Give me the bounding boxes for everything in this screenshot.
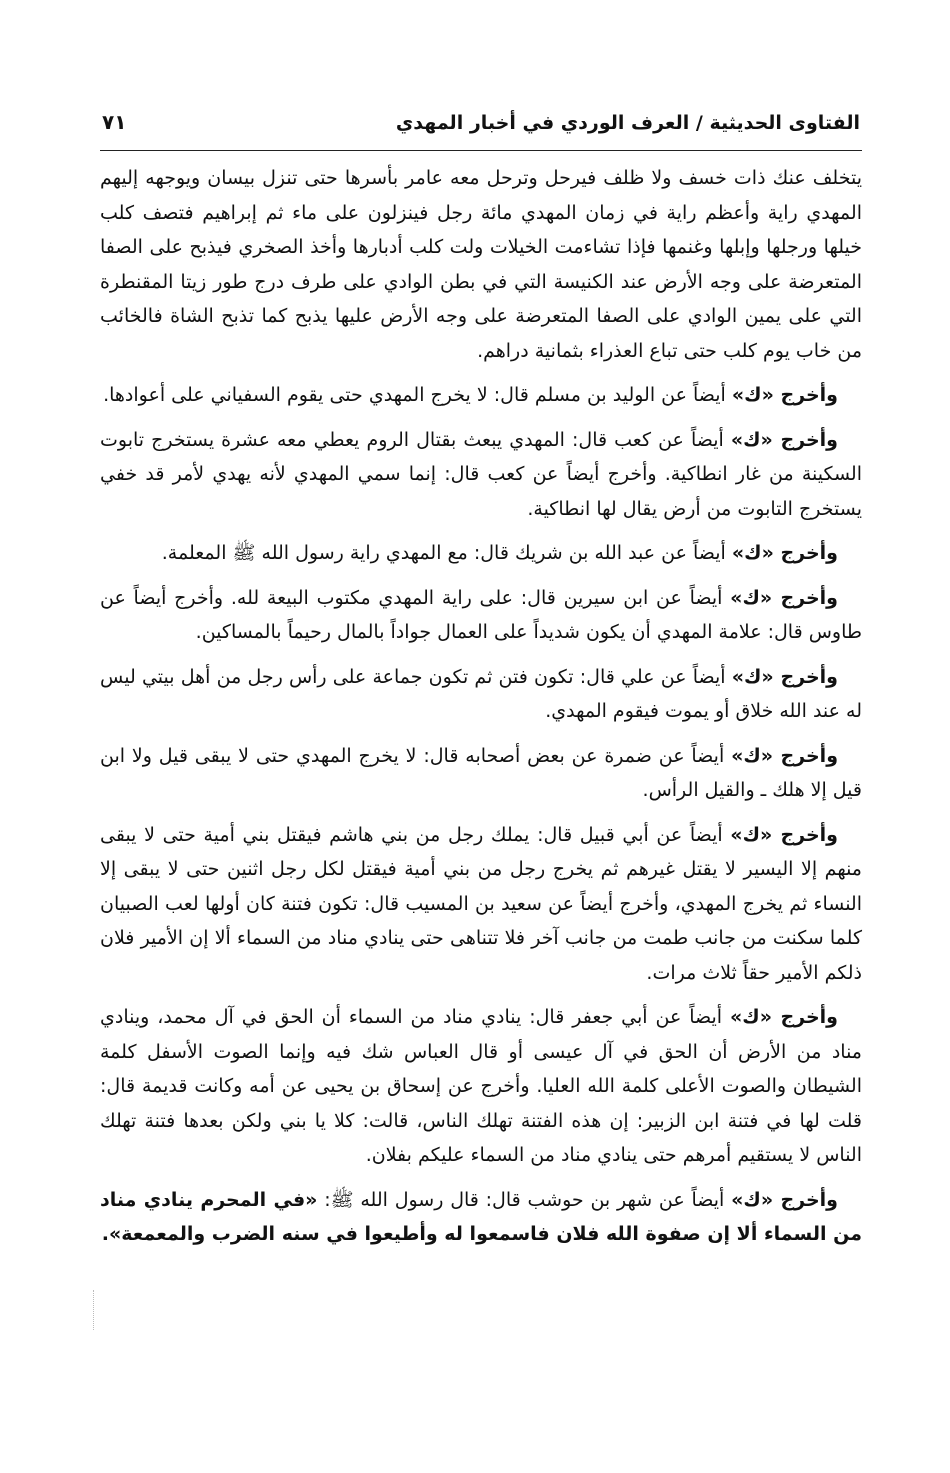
paragraph [100,581,862,650]
paragraph-lead: وأخرج «ك» [730,1006,838,1028]
paragraph [100,378,862,413]
paragraph-text: أيضاً عن كعب قال: المهدي يبعث بقتال الروم يعطي معه عشرة يستخرج تابوت السكينة من غار انطاكية. وأخرج أيضاً عن كعب قال: إنما سمي المهدي لأنه يهدي لأمر قد خفي يستخرج التابوت من أرض يقال لها انطاكية. [100,428,862,520]
paragraph-text: أيضاً عن الوليد بن مسلم قال: لا يخرج المهدي حتى يقوم السفياني على أعوادها. [103,384,732,406]
page-number: ٧١ [102,110,127,134]
paragraph-lead: وأخرج «ك» [731,542,838,564]
paragraph-lead: وأخرج «ك» [731,744,838,767]
running-header [100,110,862,151]
paragraph-lead: وأخرج «ك» [731,665,838,688]
paragraph [100,818,862,991]
paragraph [100,1183,862,1252]
header-title: الفتاوى الحديثية / العرف الوردي في أخبار المهدي [395,112,860,134]
paragraph-text: أيضاً عن ابن سيرين قال: على راية المهدي مكتوب البيعة لله. وأخرج أيضاً عن طاوس قال: علامة المهدي أن يكون شديداً على العمال جواداً بالمال رحيماً بالمساكين. [100,586,862,643]
paragraph [100,739,862,808]
scan-margin-mark [93,1290,96,1330]
paragraph-lead: وأخرج «ك» [731,384,838,406]
paragraph [100,161,862,368]
paragraph [100,1000,862,1173]
paragraph-lead: وأخرج «ك» [731,1188,838,1211]
paragraph-text: أيضاً عن أبي قبيل قال: يملك رجل من بني هاشم فيقتل بني أمية حتى لا يبقى منهم إلا اليسير لا يقتل غيرهم ثم يخرج رجل من بني أمية فيقتل لكل رجل اثنين حتى لا يبقى إلا النساء ثم يخرج المهدي، وأخرج أيضاً عن سعيد بن المسيب قال: تكون فتنة كان أولها لعب الصبيان كلما سكنت من جانب طمت من جانب آخر فلا تتناهى حتى ينادي مناد من السماء ألا إن الأمير فلان ذلكم الأمير حقاً ثلاث مرات. [100,823,862,984]
paragraph-text: أيضاً عن ضمرة عن بعض أصحابه قال: لا يخرج المهدي حتى لا يبقى قيل ولا ابن قيل إلا هلك ـ والقيل الرأس. [100,744,862,801]
paragraph [100,423,862,527]
paragraph [100,536,862,571]
paragraph-lead: وأخرج «ك» [730,428,838,451]
paragraph-text: أيضاً عن أبي جعفر قال: ينادي مناد من السماء أن الحق في آل محمد، وينادي مناد من الأرض أن الحق في آل عيسى أو قال العباس شك فيه وإنما الصوت الأسفل كلمة الشيطان والصوت الأعلى كلمة الله العليا. وأخرج عن إسحاق بن يحيى عن أمه وكانت قديمة قال: قلت لها في فتنة ابن الزبير: إن هذه الفتنة تهلك الناس، قالت: كلا يا بني ولكن بعدها فتنة تهلك الناس لا يستقيم أمرهم حتى ينادي مناد من السماء عليكم بفلان. [100,1006,862,1166]
paragraph-lead: وأخرج «ك» [730,823,838,846]
book-page [100,110,862,1262]
paragraph-text: أيضاً عن علي قال: تكون فتن ثم تكون جماعة على رأس رجل من أهل بيتي ليس له عند الله خلاق أو يموت فيقوم المهدي. [100,665,862,722]
paragraph-text: يتخلف عنك ذات خسف ولا ظلف فيرحل وترحل معه عامر بأسرها حتى تنزل بيسان ويوجهه إليهم المهدي راية وأعظم راية في زمان المهدي مائة رجل فينزلون على ماء ثم إبراهيم فتصف كلب خيلها ورجلها وإبلها وغنمها فإذا تشاءمت الخيلات ولت كلب أدبارها وأخذ الصخري فيذبح على الصفا المتعرضة على وجه الأرض عند الكنيسة التي في بطن الوادي على طرف درج طور زيتا المقنطرة التي على يمين الوادي على الصفا المتعرضة على وجه الأرض عليها يذبح كما تذبح الشاة فالخائب من خاب يوم كلب حتى تباع العذراء بثمانية دراهم. [100,167,862,362]
paragraph [100,660,862,729]
paragraph-text: أيضاً عن شهر بن حوشب قال: قال رسول الله ﷺ: [317,1188,732,1211]
paragraph-text: أيضاً عن عبد الله بن شريك قال: مع المهدي راية رسول الله ﷺ المعلمة. [161,542,732,564]
page-body [100,161,862,1252]
hadith-quote: «في المحرم ينادي مناد من السماء ألا إن صفوة الله فلان فاسمعوا له وأطيعوا في سنه الضرب والمعمعة». [100,1188,862,1245]
paragraph-lead: وأخرج «ك» [730,586,838,609]
